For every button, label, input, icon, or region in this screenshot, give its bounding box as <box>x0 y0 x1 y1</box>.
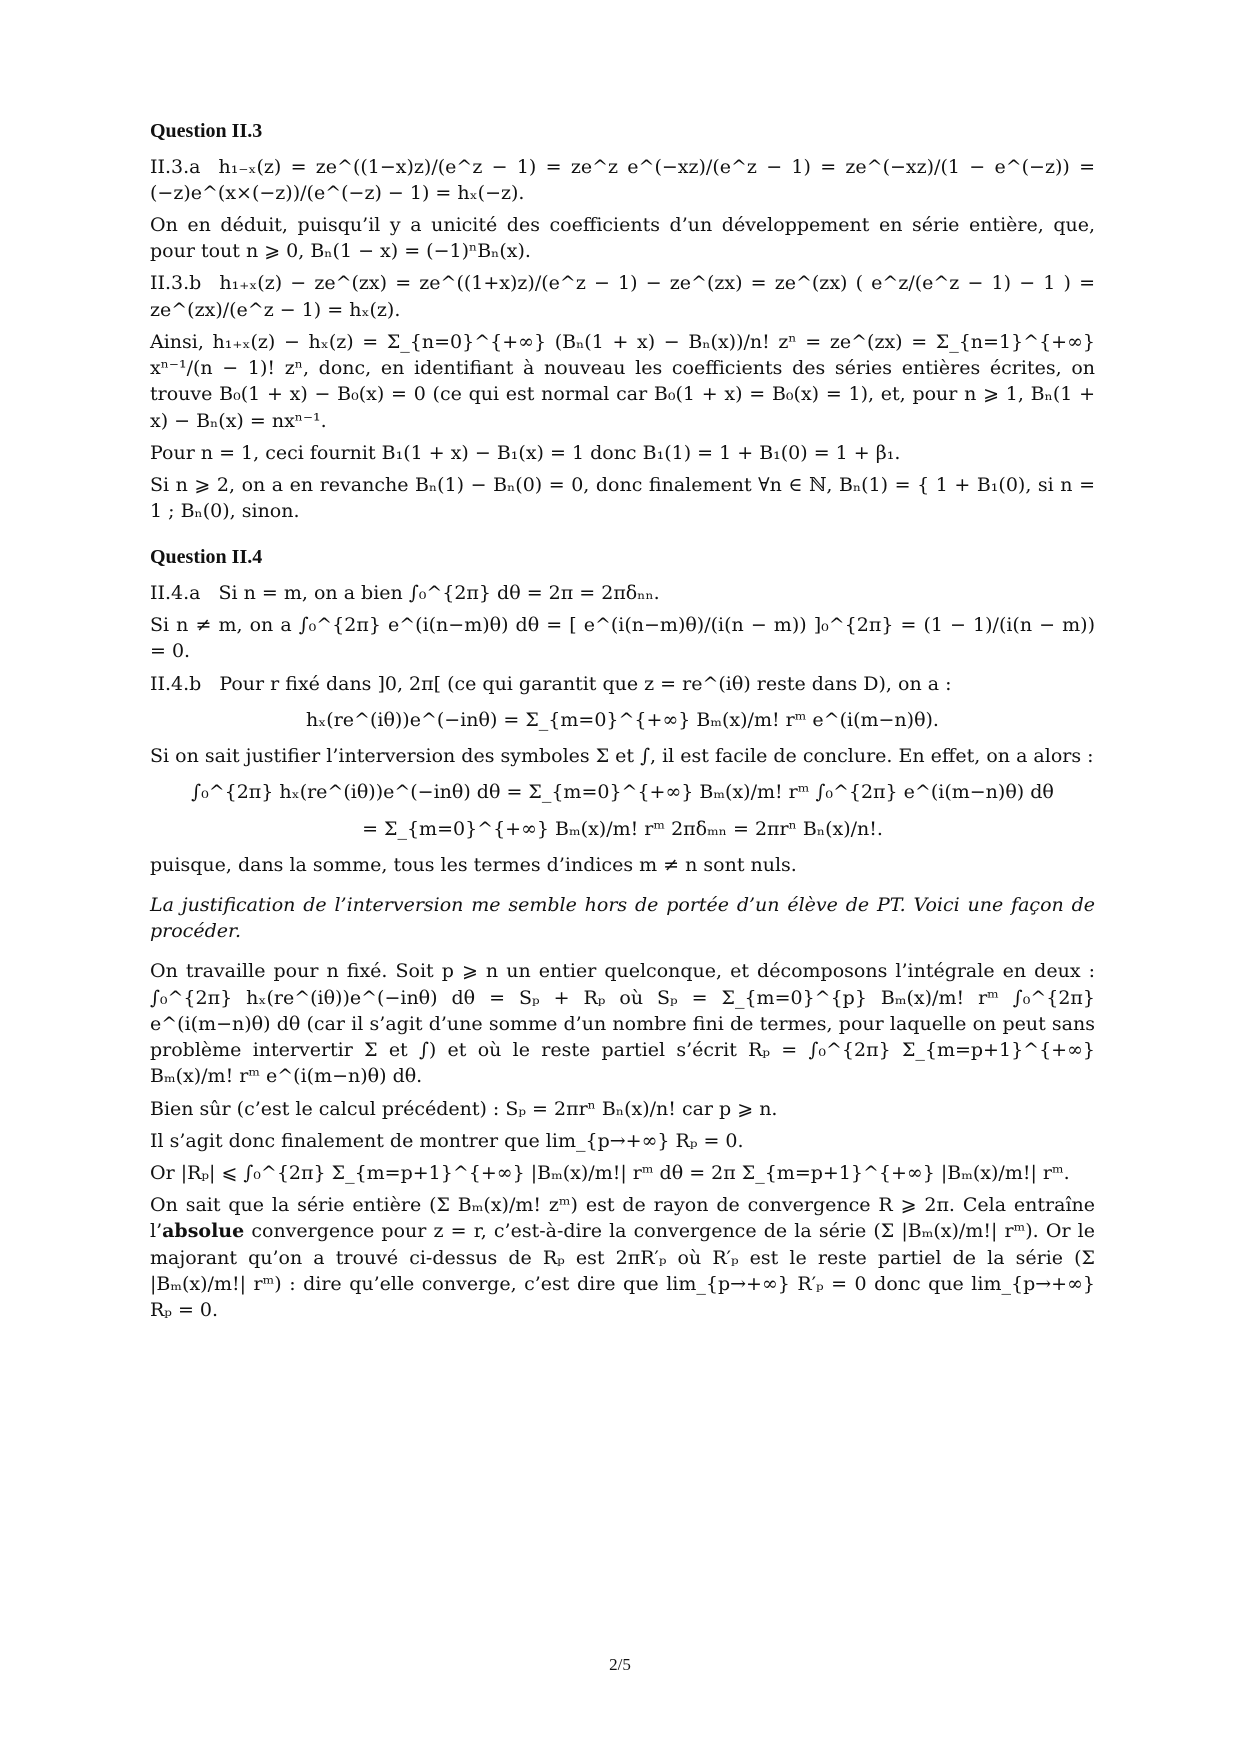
question-ii3-title: Question II.3 <box>150 120 263 142</box>
ii3b-text-3: Si n ⩾ 2, on a en revanche Bₙ(1) − Bₙ(0) = 0, donc finalement ∀n ∈ ℕ, Bₙ(1) = { 1 + B₁(0), si n = 1 ; Bₙ(0), sinon. <box>150 474 1095 523</box>
ii3b-text-2: Pour n = 1, ceci fournit B₁(1 + x) − B₁(x) = 1 donc B₁(1) = 1 + B₁(0) = 1 + β₁. <box>150 441 901 464</box>
ii4b-text-3: puisque, dans la somme, tous les termes d’indices m ≠ n sont nuls. <box>150 853 797 876</box>
ii4a-line-1 <box>150 580 1095 606</box>
ii3b-equation-text: h₁₊ₓ(z) − ze^(zx) = ze^((1+x)z)/(e^z − 1) − ze^(zx) = ze^(zx) ( e^z/(e^z − 1) − 1 ) = ze^(zx)/(e^z − 1) = hₓ(z). <box>150 272 1095 321</box>
ii4b-line-1 <box>150 671 1095 697</box>
ii4c-text-5 <box>150 1192 1095 1323</box>
ii4c-text-5a: On sait que la série entière (Σ Bₘ(x)/m! zᵐ) est de rayon de convergence R ⩾ 2π. Cela entraîne l’ <box>150 1194 1095 1243</box>
ii3a-equation <box>150 154 1095 206</box>
ii4c-text-4: Or |Rₚ| ⩽ ∫₀^{2π} Σ_{m=p+1}^{+∞} |Bₘ(x)/m!| rᵐ dθ = 2π Σ_{m=p+1}^{+∞} |Bₘ(x)/m!| rᵐ. <box>150 1161 1070 1184</box>
absolue-bold: absolue <box>162 1220 245 1243</box>
ii3b-text-1: Ainsi, h₁₊ₓ(z) − hₓ(z) = Σ_{n=0}^{+∞} (Bₙ(1 + x) − Bₙ(x))/n! zⁿ = ze^(zx) = Σ_{n=1}^{+∞} xⁿ⁻¹/(n − 1)! zⁿ, donc, en identifiant à nouveau les coefficients des séries entières écrites, on trouve B₀(1 + x) − B₀(x) = 0 (ce qui est normal car B₀(1 + x) = B₀(x) = 1), et, pour n ⩾ 1, Bₙ(1 + x) − Bₙ(x) = nxⁿ⁻¹. <box>150 330 1095 432</box>
ii4a-label: II.4.a <box>150 582 201 605</box>
ii4b-display-1: hₓ(re^(iθ))e^(−inθ) = Σ_{m=0}^{+∞} Bₘ(x)/m! rᵐ e^(i(m−n)θ). <box>306 708 939 731</box>
ii4c-text-2: Bien sûr (c’est le calcul précédent) : Sₚ = 2πrⁿ Bₙ(x)/n! car p ⩾ n. <box>150 1097 778 1120</box>
question-ii4-title: Question II.4 <box>150 546 263 569</box>
document-page <box>150 118 1095 1329</box>
ii4c-text-5c: convergence pour z = r, c’est-à-dire la convergence de la série (Σ |Bₘ(x)/m!| rᵐ). Or le majorant qu’on a trouvé ci-dessus de Rₚ est 2πR′ₚ où R′ₚ est le reste partiel de la série (Σ |Bₘ(x)/m!| rᵐ) : dire qu’elle converge, c’est dire que lim_{p→+∞} R′ₚ = 0 donc que lim_{p→+∞} Rₚ = 0. <box>150 1220 1095 1322</box>
ii4a-text-2: Si n ≠ m, on a ∫₀^{2π} e^(i(n−m)θ) dθ = [ e^(i(n−m)θ)/(i(n − m)) ]₀^{2π} = (1 − 1)/(i(n − m)) = 0. <box>150 614 1095 663</box>
ii4b-display-2: ∫₀^{2π} hₓ(re^(iθ))e^(−inθ) dθ = Σ_{m=0}^{+∞} Bₘ(x)/m! rᵐ ∫₀^{2π} e^(i(m−n)θ) dθ <box>191 781 1054 804</box>
ii4b-text-2: Si on sait justifier l’interversion des symboles Σ et ∫, il est facile de conclure. En effet, on a alors : <box>150 745 1094 768</box>
ii4b-display-3: = Σ_{m=0}^{+∞} Bₘ(x)/m! rᵐ 2πδₘₙ = 2πrⁿ Bₙ(x)/n!. <box>362 817 883 840</box>
ii3a-equation-text: h₁₋ₓ(z) = ze^((1−x)z)/(e^z − 1) = ze^z e^(−xz)/(e^z − 1) = ze^(−xz)/(1 − e^(−z)) = (−z)e^(x×(−z))/(e^(−z) − 1) = hₓ(−z). <box>150 155 1095 204</box>
ii4b-text-1: Pour r fixé dans ]0, 2π[ (ce qui garantit que z = re^(iθ) reste dans D), on a : <box>219 672 952 695</box>
ii4c-text-3: Il s’agit donc finalement de montrer que lim_{p→+∞} Rₚ = 0. <box>150 1129 744 1152</box>
justification-note: La justification de l’interversion me semble hors de portée d’un élève de PT. Voici une façon de procéder. <box>150 894 1095 943</box>
ii4a-text-1: Si n = m, on a bien ∫₀^{2π} dθ = 2π = 2πδₙₙ. <box>218 582 660 605</box>
ii3a-label: II.3.a <box>150 155 201 178</box>
ii4b-label: II.4.b <box>150 672 202 695</box>
ii3b-equation <box>150 270 1095 322</box>
ii4c-text-1: On travaille pour n fixé. Soit p ⩾ n un entier quelconque, et décomposons l’intégrale en deux : ∫₀^{2π} hₓ(re^(iθ))e^(−inθ) dθ = Sₚ + Rₚ où Sₚ = Σ_{m=0}^{p} Bₘ(x)/m! rᵐ ∫₀^{2π} e^(i(m−n)θ) dθ (car il s’agit d’une somme d’un nombre fini de termes, pour laquelle on peut sans problème intervertir Σ et ∫) et où le reste partiel s’écrit Rₚ = ∫₀^{2π} Σ_{m=p+1}^{+∞} Bₘ(x)/m! rᵐ e^(i(m−n)θ) dθ. <box>150 960 1095 1088</box>
ii3a-text: On en déduit, puisqu’il y a unicité des coefficients d’un développement en série entière, que, pour tout n ⩾ 0, Bₙ(1 − x) = (−1)ⁿBₙ(x). <box>150 214 1095 263</box>
page-number: 2/5 <box>609 1655 631 1674</box>
ii3b-label: II.3.b <box>150 272 202 295</box>
